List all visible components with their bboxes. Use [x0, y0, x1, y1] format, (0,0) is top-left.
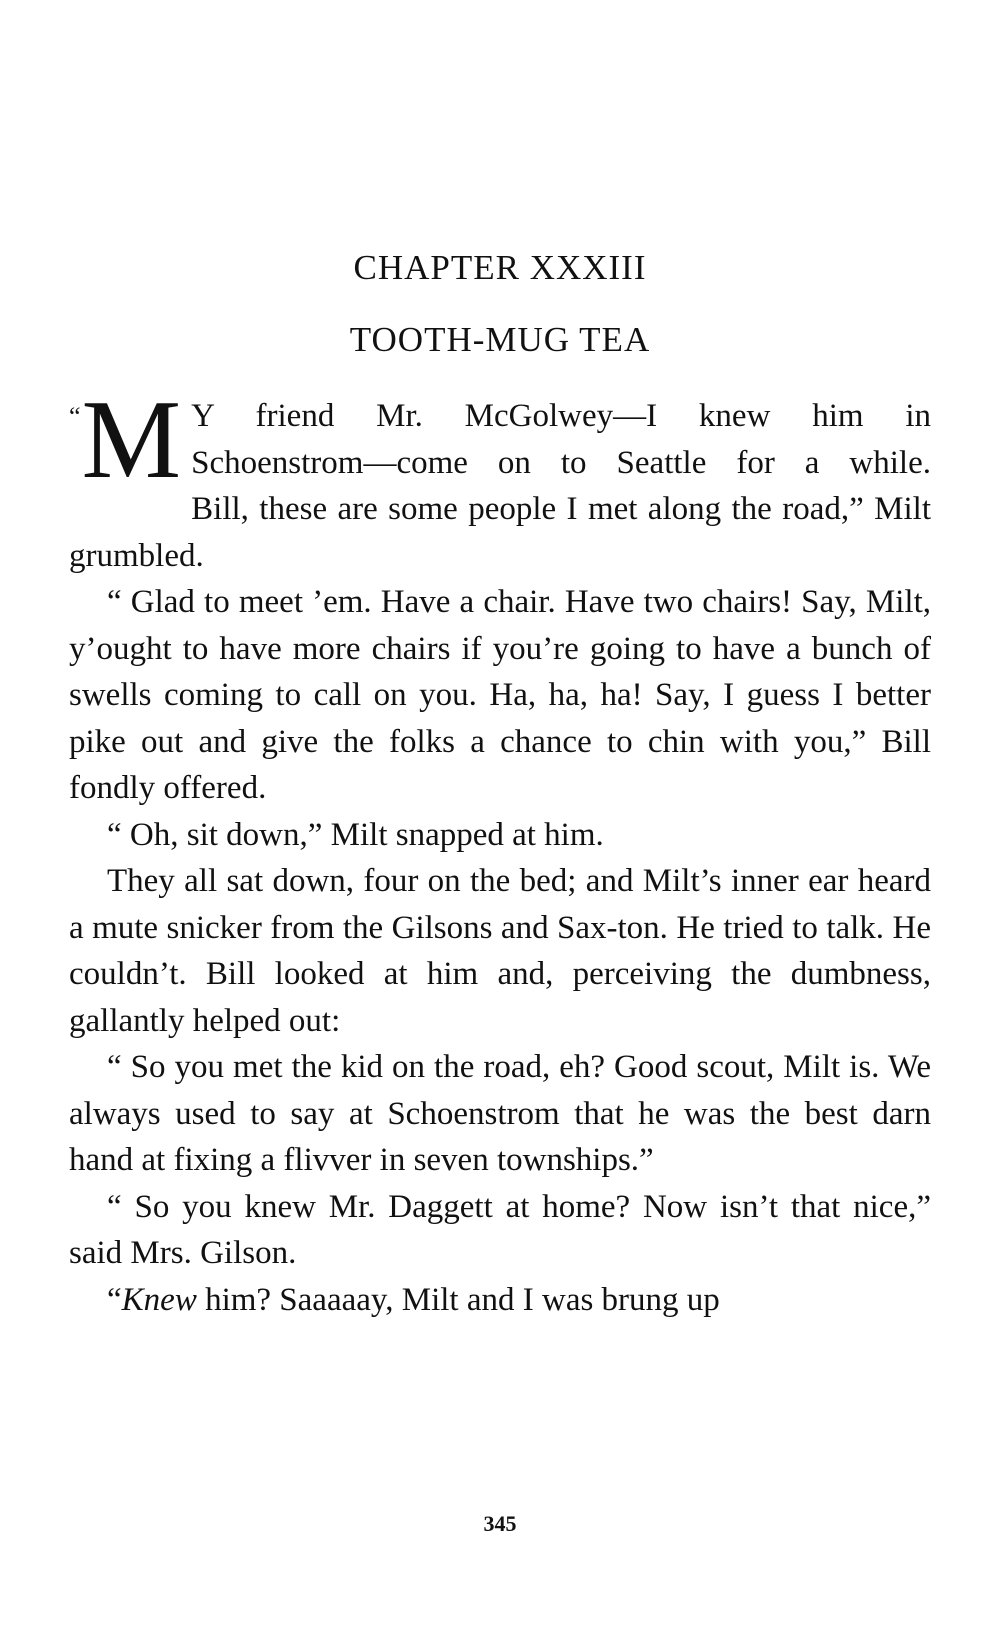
paragraph-3: “ Oh, sit down,” Milt snapped at him. [107, 816, 604, 853]
paragraph-1-line-1: Y friend Mr. McGolwey—I knew him in [191, 398, 931, 434]
chapter-title: TOOTH-MUG TEA [349, 320, 651, 359]
page-number: 345 [483, 1511, 517, 1536]
paragraph-6: “ So you knew Mr. Daggett at home? Now isn’t that nice,” said Mrs. Gilson. [69, 1188, 931, 1271]
paragraph-1 [69, 378, 931, 579]
body-text [69, 378, 931, 1323]
paragraph-5: “ So you met the kid on the road, eh? Good scout, Milt is. We always used to say at Schoenstrom that he was the best darn hand at fixing a flivver in seven townships.” [69, 1049, 931, 1178]
paragraph-7-emphasis: Knew [121, 1281, 197, 1318]
drop-cap-quote: “ [69, 402, 81, 431]
paragraph-2: “ Glad to meet ’em. Have a chair. Have two chairs! Say, Milt, y’ought to have more chairs if you’re going to have a bunch of swells coming to call on you. Ha, ha, ha! Say, I guess I better pike out and give the folks a chance to chin with you,” Bill fondly offered. [69, 584, 931, 806]
paragraph-1-line-2: Schoenstrom—come on to Seattle for a while. [191, 444, 931, 481]
paragraph-7 [69, 1277, 931, 1324]
paragraph-7-rest: him? Saaaaay, Milt and I was brung up [196, 1281, 720, 1318]
paragraph-1-rest: Bill, these are some people I met along the road,” Milt grumbled. [69, 491, 931, 574]
paragraph-7-open-quote: “ [107, 1281, 122, 1318]
chapter-number: CHAPTER XXXIII [353, 248, 647, 287]
drop-cap-letter: M [81, 378, 182, 502]
drop-cap [69, 378, 182, 502]
paragraph-4: They all sat down, four on the bed; and Milt’s inner ear heard a mute snicker from the Gilsons and Sax-ton. He tried to talk. He couldn’t. Bill looked at him and, perceiving the dumbness, gallantly helped out: [69, 863, 931, 1039]
